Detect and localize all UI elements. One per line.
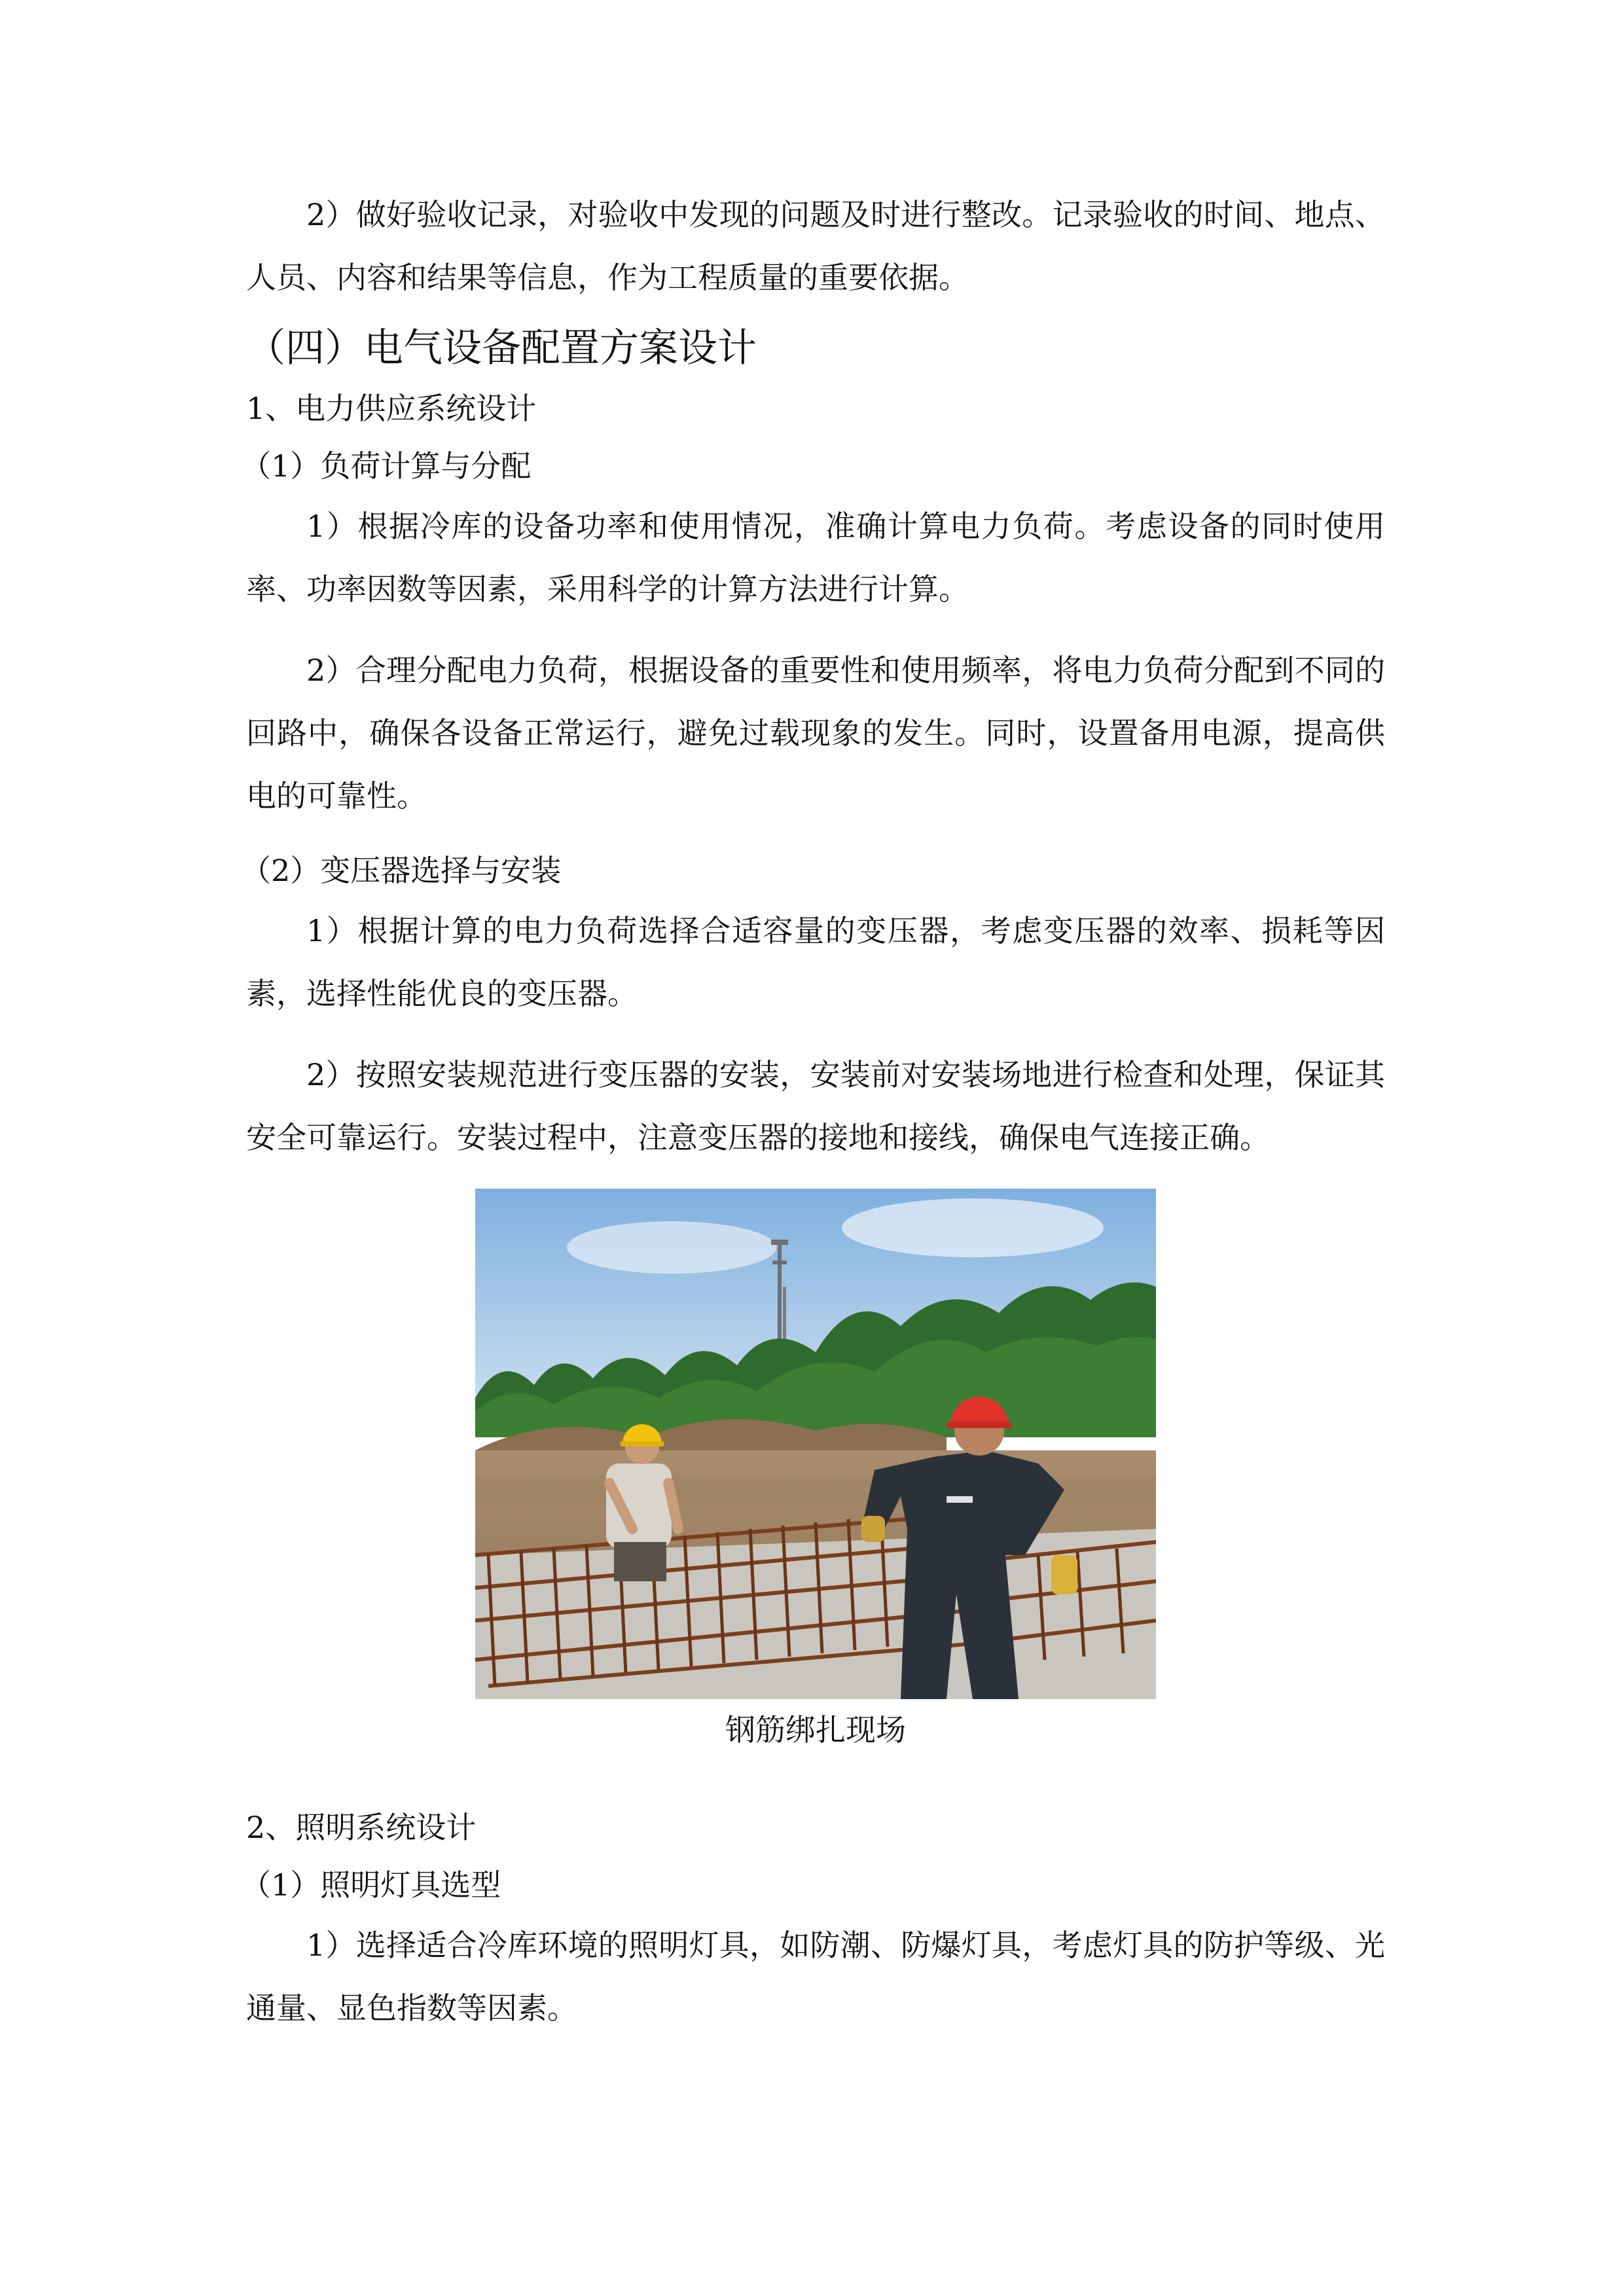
paragraph: 1）根据计算的电力负荷选择合适容量的变压器，考虑变压器的效率、损耗等因素，选择性能优良的变压器。 (246, 913, 1385, 1011)
figure-caption: 钢筋绑扎现场 (725, 1712, 906, 1748)
paragraph: 1）根据冷库的设备功率和使用情况，准确计算电力负荷。考虑设备的同时使用率、功率因数等因素，采用科学的计算方法进行计算。 (246, 509, 1385, 607)
figure (475, 1189, 1156, 1753)
page-content (241, 183, 1385, 2039)
item-heading: （2）变压器选择与安装 (241, 853, 562, 888)
subsection-heading: 1、电力供应系统设计 (246, 391, 537, 426)
paragraph: 2）合理分配电力负荷，根据设备的重要性和使用频率，将电力负荷分配到不同的回路中，确保各设备正常运行，避免过载现象的发生。同时，设置备用电源，提高供电的可靠性。 (246, 653, 1385, 814)
item-heading: （1）照明灯具选型 (241, 1867, 501, 1903)
section-heading: （四）电气设备配置方案设计 (246, 325, 757, 371)
construction-site-photo (475, 1189, 1156, 1699)
paragraph: 1）选择适合冷库环境的照明灯具，如防潮、防爆灯具，考虑灯具的防护等级、光通量、显色指数等因素。 (246, 1928, 1385, 2026)
subsection-heading: 2、照明系统设计 (246, 1810, 477, 1845)
paragraph: 2）做好验收记录，对验收中发现的问题及时进行整改。记录验收的时间、地点、人员、内容和结果等信息，作为工程质量的重要依据。 (246, 197, 1385, 295)
item-heading: （1）负荷计算与分配 (241, 448, 532, 484)
paragraph: 2）按照安装规范进行变压器的安装，安装前对安装场地进行检查和处理，保证其安全可靠运行。安装过程中，注意变压器的接地和接线，确保电气连接正确。 (246, 1057, 1385, 1155)
